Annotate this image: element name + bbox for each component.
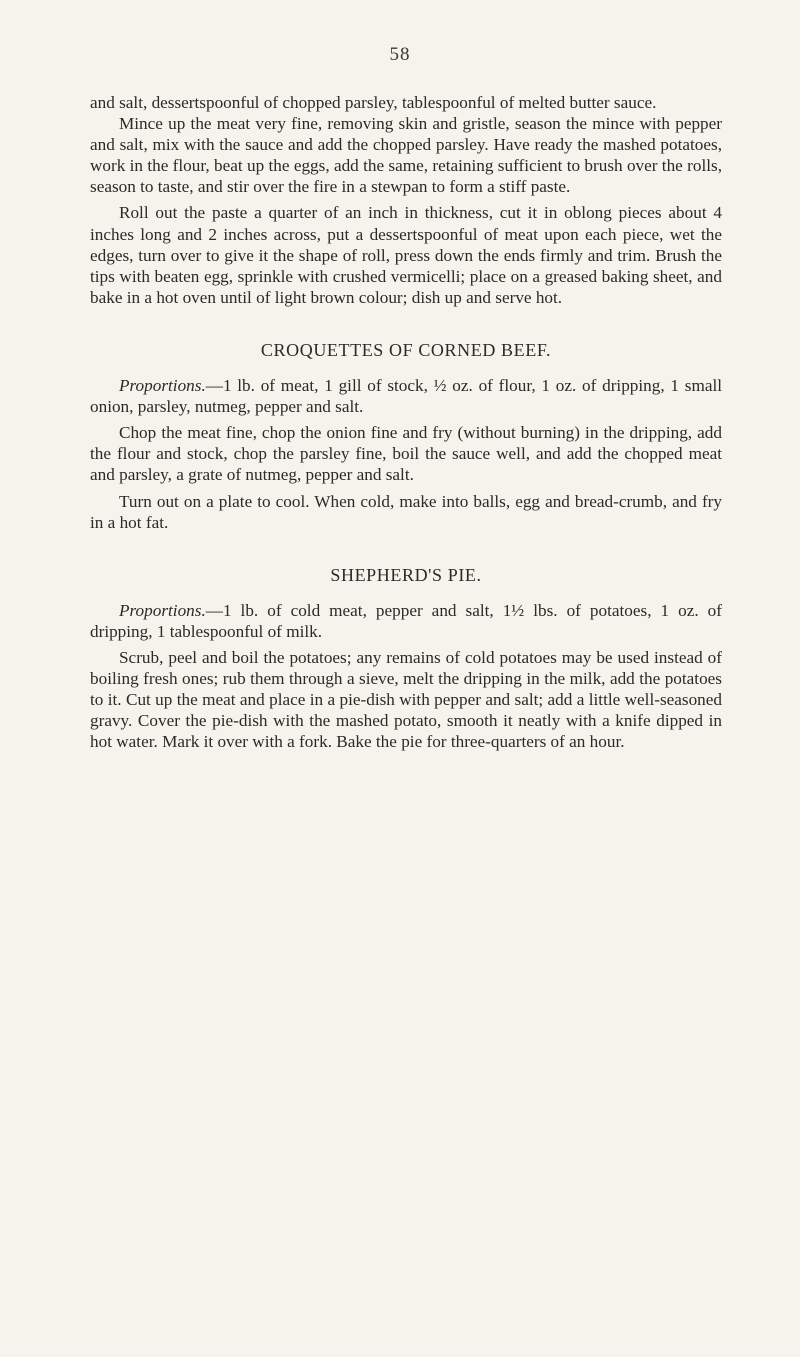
paragraph-roll-method: Roll out the paste a quarter of an inch in thickness, cut it in oblong pieces about 4 inches long and 2 inches across, put a dessertspoonful of meat upon each piece, wet the edges, turn over to give it the shape of roll, press down the ends firmly and trim. Brush the tips with beaten egg, sprinkle with crushed vermicelli; place on a greased baking sheet, and bake in a hot oven until of light brown colour; dish up and serve hot. bbox=[90, 203, 722, 307]
paragraph-continuation: and salt, dessertspoonful of chopped parsley, tablespoonful of melted butter sauce. bbox=[90, 93, 657, 112]
recipe-heading-shepherds-pie: SHEPHERD'S PIE. bbox=[330, 564, 482, 585]
proportions-label: Proportions. bbox=[119, 376, 206, 396]
page-number: 58 bbox=[389, 44, 411, 65]
proportions-text: —1 lb. of cold meat, pepper and salt, 1½ lbs. of potatoes, 1 oz. of dripping, 1 tablespoonful of milk. bbox=[90, 600, 722, 641]
croquettes-step-2: Turn out on a plate to cool. When cold, make into balls, egg and bread-crumb, and fry in a hot fat. bbox=[90, 491, 722, 532]
proportions-label: Proportions. bbox=[119, 600, 206, 620]
page-body bbox=[90, 92, 722, 752]
croquettes-step-1: Chop the meat fine, chop the onion fine and fry (without burning) in the dripping, add the flour and stock, chop the parsley fine, boil the sauce well, and add the chopped meat and parsley, a grate of nutmeg, pepper and salt. bbox=[90, 423, 722, 485]
shepherds-pie-step-1: Scrub, peel and boil the potatoes; any remains of cold potatoes may be used instead of boiling fresh ones; rub them through a sieve, melt the dripping in the milk, add the potatoes to it. Cut up the meat and place in a pie-dish with pepper and salt; add a little well-seasoned gravy. Cover the pie-dish with the mashed potato, smooth it neatly with a knife dipped in hot water. Mark it over with a fork. Bake the pie for three-quarters of an hour. bbox=[90, 647, 722, 752]
proportions-text: —1 lb. of meat, 1 gill of stock, ½ oz. of flour, 1 oz. of dripping, 1 small onion, parsley, nutmeg, pepper and salt. bbox=[90, 376, 722, 417]
proportions-shepherds-pie bbox=[90, 600, 722, 642]
proportions-croquettes bbox=[90, 375, 722, 417]
recipe-heading-croquettes: CROQUETTES OF CORNED BEEF. bbox=[260, 339, 552, 360]
paragraph-mince-method: Mince up the meat very fine, removing skin and gristle, season the mince with pepper and salt, mix with the sauce and add the chopped parsley. Have ready the mashed potatoes, work in the flour, beat up the eggs, add the same, retaining sufficient to brush over the rolls, season to taste, and stir over the fire in a stewpan to form a stiff paste. bbox=[90, 114, 722, 197]
